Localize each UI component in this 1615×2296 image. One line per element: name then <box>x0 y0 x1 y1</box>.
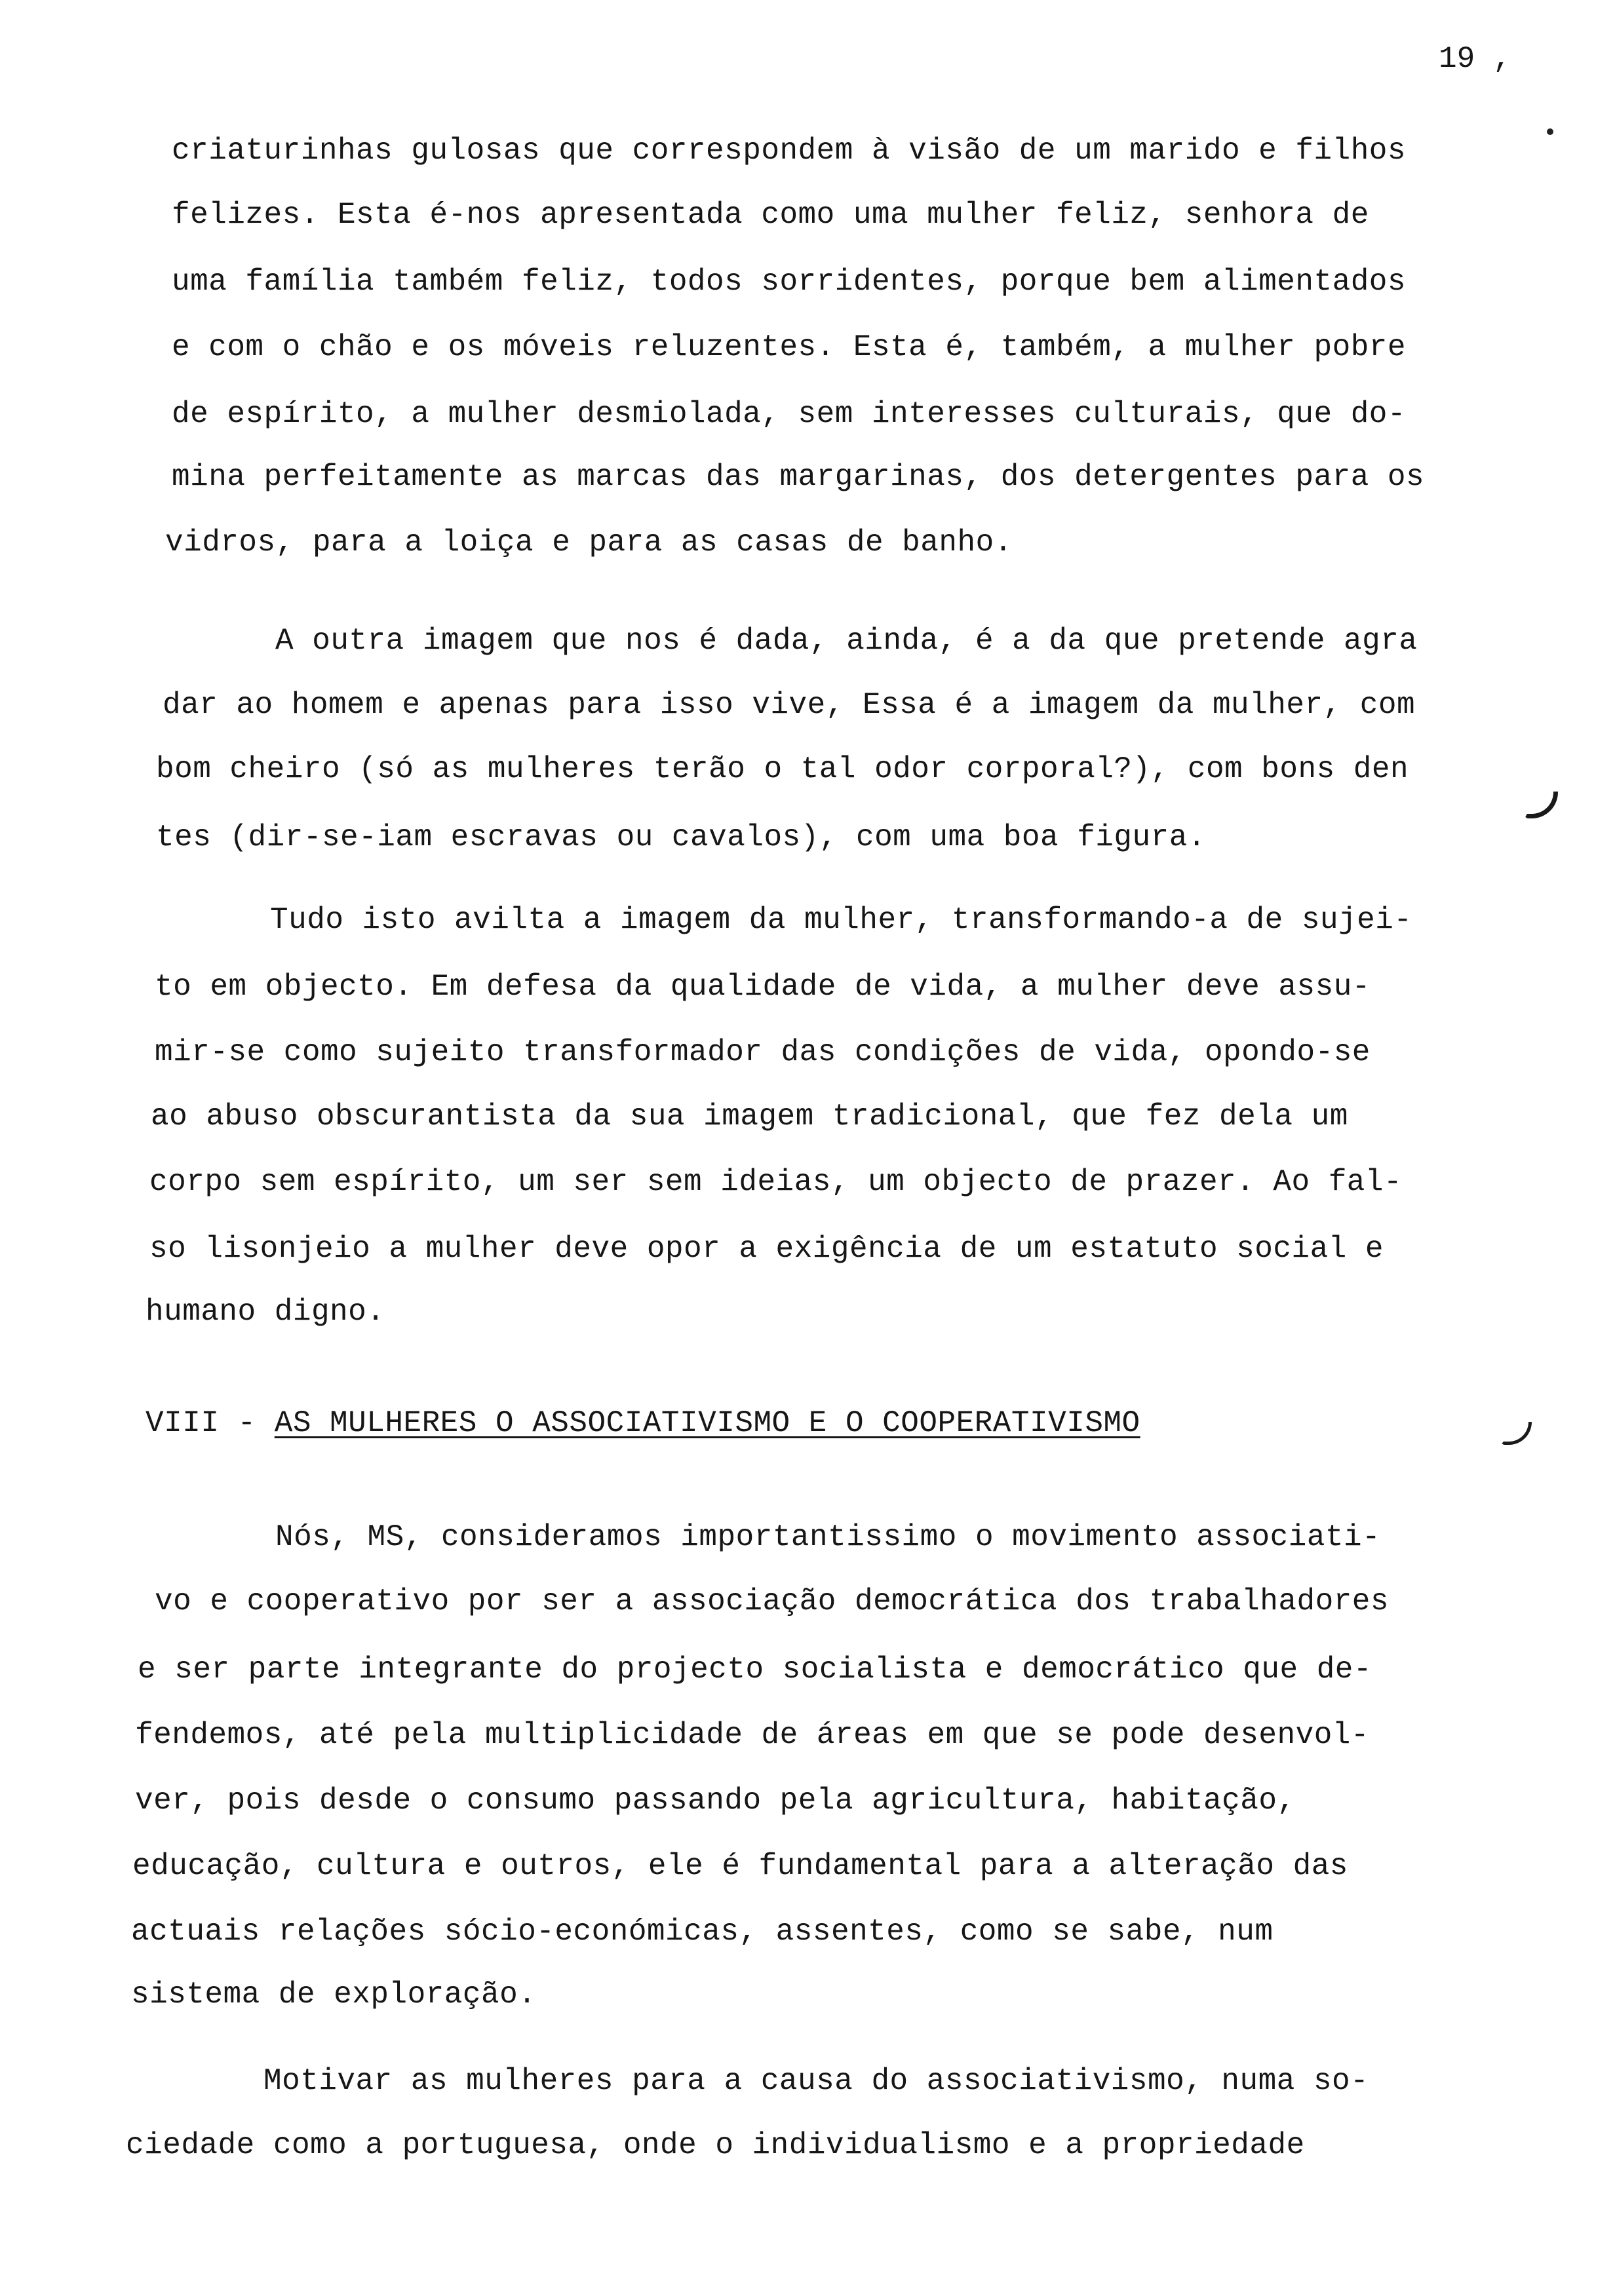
paragraph-5-line-2: ciedade como a portuguesa, onde o individualismo e a propriedade <box>126 2128 1305 2162</box>
paragraph-4-line-6: educação, cultura e outros, ele é fundamental para a alteração das <box>132 1849 1348 1883</box>
paragraph-3-line-6: so lisonjeio a mulher deve opor a exigência de um estatuto social e <box>149 1232 1384 1266</box>
section-heading <box>146 1405 1140 1442</box>
paragraph-4-line-4: fendemos, até pela multiplicidade de áreas em que se pode desenvol- <box>135 1718 1370 1752</box>
section-heading-number: VIII - <box>146 1406 275 1440</box>
paragraph-1-line-1: criaturinhas gulosas que correspondem à visão de um marido e filhos <box>172 134 1407 168</box>
paragraph-4-line-7: actuais relações sócio-económicas, assentes, como se sabe, num <box>131 1915 1274 1949</box>
margin-bracket-mark <box>1525 792 1558 818</box>
paragraph-4-line-1: Nós, MS, consideramos importantissimo o movimento associati- <box>275 1520 1381 1554</box>
paragraph-3-line-3: mir-se como sujeito transformador das condições de vida, opondo-se <box>155 1035 1371 1069</box>
paragraph-2-line-4: tes (dir-se-iam escravas ou cavalos), com uma boa figura. <box>156 820 1206 854</box>
paragraph-4-line-3: e ser parte integrante do projecto socialista e democrático que de- <box>138 1653 1372 1687</box>
paragraph-3-line-4: ao abuso obscurantista da sua imagem tradicional, que fez dela um <box>151 1100 1348 1134</box>
ink-dot-mark <box>1547 128 1553 135</box>
paragraph-2-line-2: dar ao homem e apenas para isso vive, Essa é a imagem da mulher, com <box>163 688 1416 722</box>
paragraph-4-line-5: ver, pois desde o consumo passando pela agricultura, habitação, <box>135 1784 1296 1818</box>
section-heading-title: AS MULHERES O ASSOCIATIVISMO E O COOPERATIVISMO <box>274 1406 1140 1440</box>
paragraph-4-line-2: vo e cooperativo por ser a associação democrática dos trabalhadores <box>155 1584 1390 1618</box>
paragraph-1-line-4: e com o chão e os móveis reluzentes. Esta é, também, a mulher pobre <box>172 330 1407 364</box>
margin-bracket-mark <box>1501 1422 1532 1445</box>
paragraph-1-line-7: vidros, para a loiça e para as casas de banho. <box>165 526 1013 560</box>
page-number: 19 , <box>1439 42 1511 76</box>
paragraph-2-line-3: bom cheiro (só as mulheres terão o tal odor corporal?), com bons den <box>156 752 1409 786</box>
paragraph-3-line-2: to em objecto. Em defesa da qualidade de vida, a mulher deve assu- <box>155 970 1371 1004</box>
paragraph-1-line-3: uma família também feliz, todos sorridentes, porque bem alimentados <box>172 265 1407 299</box>
paragraph-1-line-6: mina perfeitamente as marcas das margarinas, dos detergentes para os <box>172 460 1425 494</box>
paragraph-1-line-2: felizes. Esta é-nos apresentada como uma mulher feliz, senhora de <box>172 198 1369 232</box>
paragraph-4-line-8: sistema de exploração. <box>131 1978 537 2012</box>
paragraph-3-line-1: Tudo isto avilta a imagem da mulher, transformando-a de sujei- <box>270 903 1412 937</box>
paragraph-3-line-5: corpo sem espírito, um ser sem ideias, um objecto de prazer. Ao fal- <box>149 1165 1403 1199</box>
paragraph-3-line-7: humano digno. <box>146 1295 385 1329</box>
paragraph-2-line-1: A outra imagem que nos é dada, ainda, é a da que pretende agra <box>275 624 1418 658</box>
paragraph-1-line-5: de espírito, a mulher desmiolada, sem interesses culturais, que do- <box>172 397 1407 431</box>
paragraph-5-line-1: Motivar as mulheres para a causa do associativismo, numa so- <box>263 2064 1369 2098</box>
